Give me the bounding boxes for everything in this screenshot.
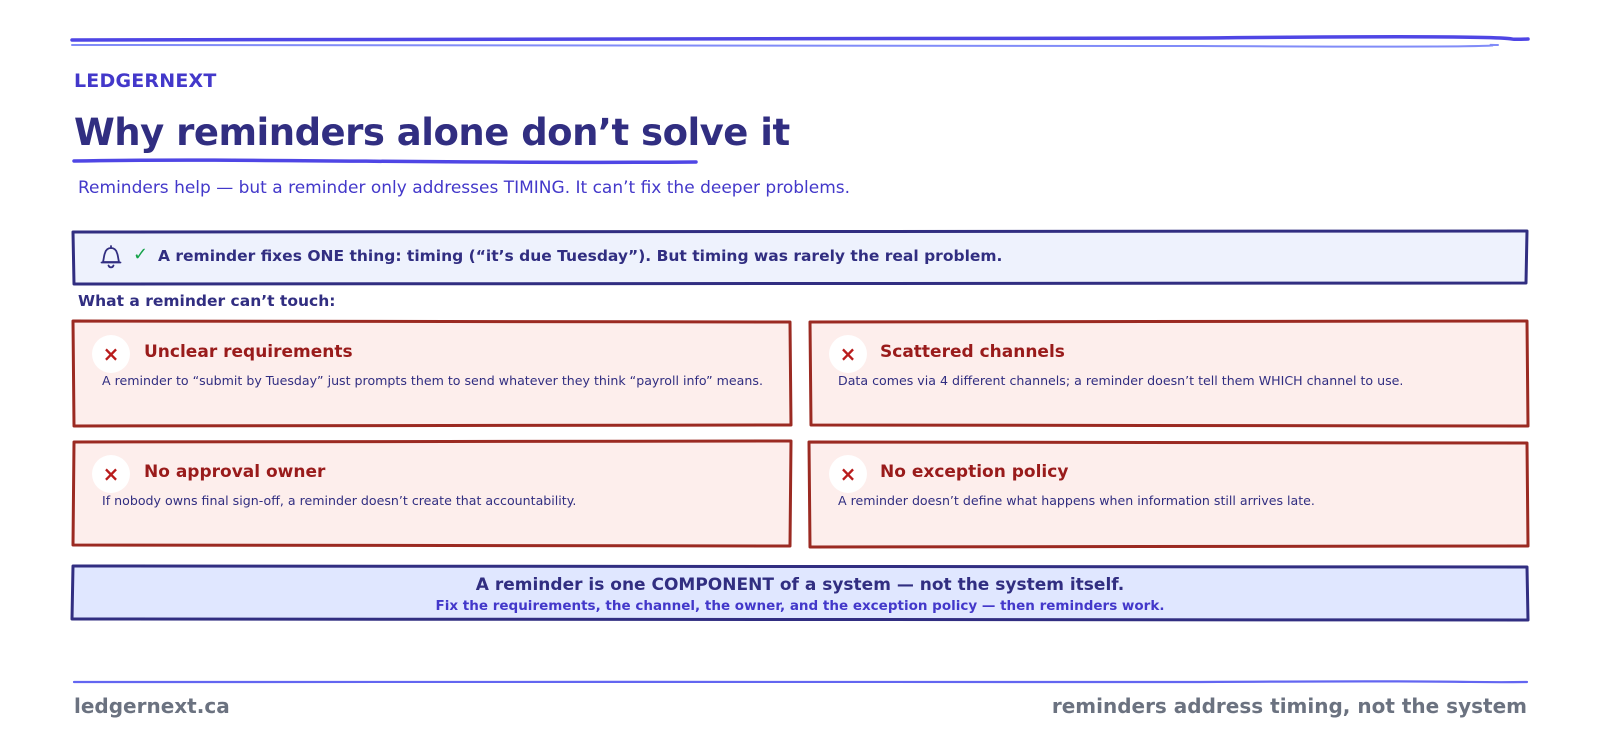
bell-icon (99, 244, 123, 270)
card-no-approval-owner (73, 441, 791, 546)
card-unclear-requirements (73, 321, 791, 426)
close-x-icon: × (829, 455, 867, 493)
card-description: Data comes via 4 different channels; a reminder doesn’t tell them WHICH channel to use. (838, 373, 1404, 388)
footer-tagline: reminders address timing, not the system (1051, 694, 1527, 718)
close-x-icon: × (92, 455, 130, 493)
close-x-icon: × (92, 335, 130, 373)
close-x-icon: × (829, 335, 867, 373)
card-title: Scattered channels (880, 342, 1065, 362)
callout-text: A reminder fixes ONE thing: timing (“it’s due Tuesday”). But timing was rarely the real problem. (158, 247, 1003, 265)
summary-subline: Fix the requirements, the channel, the owner, and the exception policy — then reminders work. (435, 598, 1165, 614)
brand-logo-text: LEDGERNEXT (74, 70, 217, 92)
card-title: No approval owner (144, 462, 326, 482)
card-title: No exception policy (880, 462, 1069, 482)
page-subtitle: Reminders help — but a reminder only addresses TIMING. It can’t fix the deeper problems. (78, 178, 851, 198)
card-scattered-channels (810, 321, 1528, 426)
section-heading: What a reminder can’t touch: (78, 292, 336, 310)
footer-website: ledgernext.ca (74, 694, 230, 718)
card-description: A reminder to “submit by Tuesday” just prompts them to send whatever they think “payroll info” means. (102, 373, 763, 388)
checkmark-icon: ✓ (133, 244, 149, 265)
card-title: Unclear requirements (144, 342, 353, 362)
card-description: A reminder doesn’t define what happens when information still arrives late. (838, 493, 1315, 508)
card-description: If nobody owns final sign-off, a reminder doesn’t create that accountability. (102, 493, 577, 508)
summary-headline: A reminder is one COMPONENT of a system — not the system itself. (475, 575, 1125, 595)
card-no-exception-policy (810, 441, 1528, 546)
page-title: Why reminders alone don’t solve it (74, 111, 790, 154)
